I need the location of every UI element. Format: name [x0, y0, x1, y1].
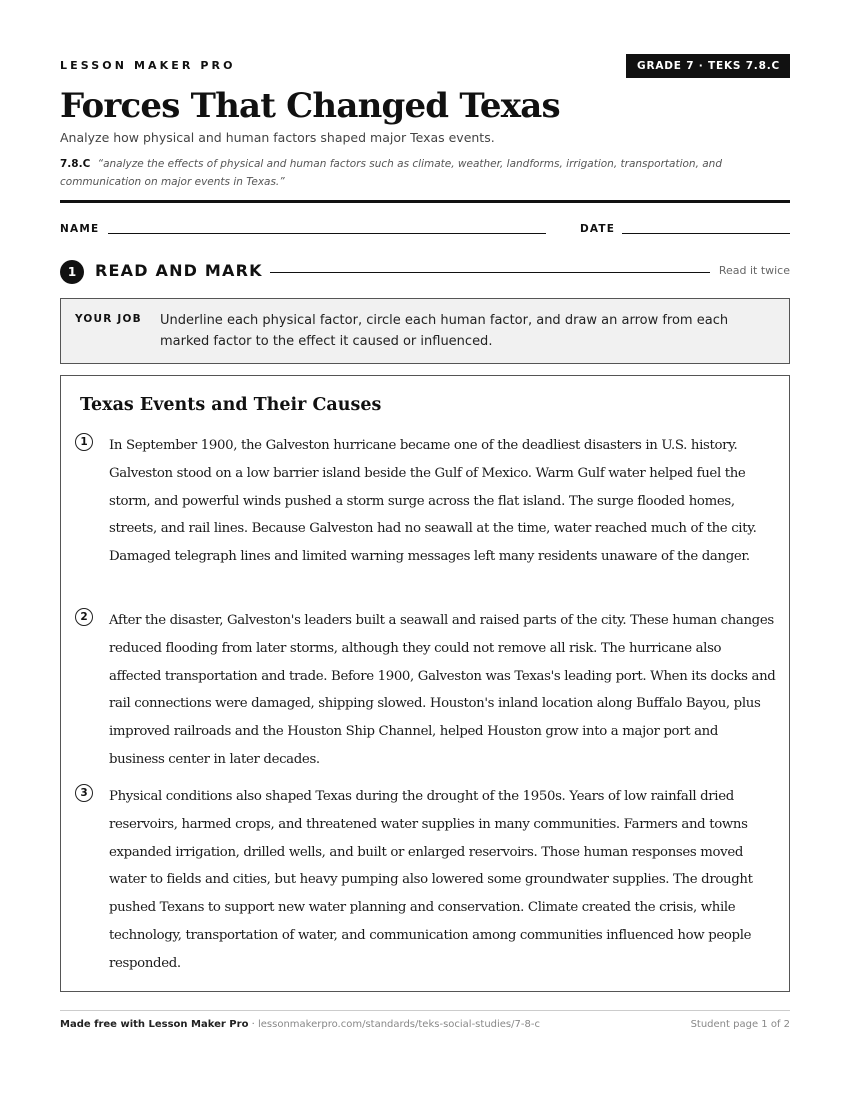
section-header	[60, 260, 790, 284]
paragraph-number: 2	[75, 608, 93, 626]
paragraph-text: After the disaster, Galveston's leaders built a seawall and raised parts of the city. These human changes reduced flooding from later storms, although they could not remove all risk. The hurricane also affected transportation and trade. Before 1900, Galveston was Texas's leading port. When its docks and rail connections were damaged, shipping slowed. Houston's inland location along Buffalo Bayou, plus improved railroads and the Houston Ship Channel, helped Houston grow into a major port and business center in later decades.	[109, 613, 776, 767]
date-label: DATE	[580, 223, 616, 235]
header-divider	[60, 200, 790, 203]
name-field[interactable]	[108, 233, 546, 234]
reading-title: Texas Events and Their Causes	[80, 395, 382, 415]
section-note: Read it twice	[718, 264, 790, 277]
page-subtitle: Analyze how physical and human factors shaped major Texas events.	[60, 130, 495, 145]
footer-separator: ·	[248, 1019, 258, 1030]
date-field[interactable]	[622, 233, 790, 234]
page-number: Student page 1 of 2	[690, 1019, 790, 1030]
brand-name: LESSON MAKER PRO	[60, 59, 236, 72]
page-title: Forces That Changed Texas	[60, 86, 560, 126]
paragraph-number: 1	[75, 433, 93, 451]
reading-passage	[60, 375, 790, 992]
instructions-box	[60, 298, 790, 364]
footer-divider	[60, 1010, 790, 1011]
paragraph-text: Physical conditions also shaped Texas during the drought of the 1950s. Years of low rainfall dried reservoirs, harmed crops, and threatened water supplies in many communities. Farmers and towns expanded irrigation, drilled wells, and built or enlarged reservoirs. Those human responses moved water to fields and cities, but heavy pumping also lowered some groundwater supplies. The drought pushed Texans to support new water planning and conservation. Climate created the crisis, while technology, transportation of water, and communication among communities influenced how people responded.	[109, 789, 753, 971]
instructions-label: YOUR JOB	[75, 313, 142, 325]
top-bar	[60, 54, 790, 80]
footer-credit: Made free with Lesson Maker Pro	[60, 1019, 249, 1030]
name-label: NAME	[60, 223, 100, 235]
paragraph-text: In September 1900, the Galveston hurricane became one of the deadliest disasters in U.S. history. Galveston stood on a low barrier island beside the Gulf of Mexico. Warm Gulf water helped fuel the storm, and powerful winds pushed a storm surge across the flat island. The surge flooded homes, streets, and rail lines. Because Galveston had no seawall at the time, water reached much of the city. Damaged telegraph lines and limited warning messages left many residents unaware of the danger.	[109, 438, 757, 565]
standard-code: 7.8.C	[60, 158, 91, 170]
page-footer	[60, 1019, 790, 1033]
standard-quote: “analyze the effects of physical and human factors such as climate, weather, landforms, irrigation, transportation, and communication on major events in Texas.”	[60, 158, 723, 188]
paragraph-number: 3	[75, 784, 93, 802]
footer-url: lessonmakerpro.com/standards/teks-social-studies/7-8-c	[257, 1019, 540, 1030]
section-title: READ AND MARK	[95, 261, 263, 280]
standard-description	[60, 155, 760, 191]
name-date-row	[60, 222, 790, 236]
instructions-text: Underline each physical factor, circle each human factor, and draw an arrow from each marked factor to the effect it caused or influenced.	[160, 313, 729, 349]
section-number-badge: 1	[60, 260, 84, 284]
grade-badge: GRADE 7 · TEKS 7.8.C	[626, 54, 790, 78]
section-divider	[270, 272, 710, 273]
